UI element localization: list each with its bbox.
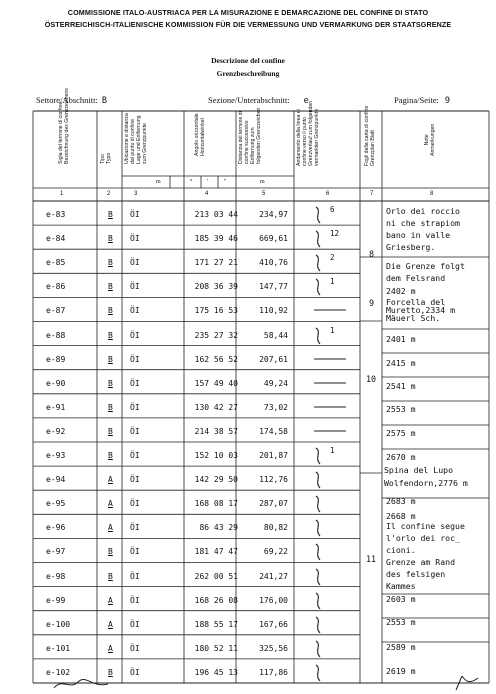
marker-type: A: [108, 643, 113, 653]
line-course-symbol: [312, 640, 326, 660]
commission-title-italian: COMMISSIONE ITALO-AUSTRIACA PER LA MISURAZIONE E DEMARCAZIONE DEL CONFINE DI STATO: [67, 8, 429, 17]
map-sheet-8: 8: [369, 249, 375, 259]
marker-id: e-89: [46, 354, 66, 364]
line-course-symbol: [312, 543, 326, 563]
note-line: cioni.: [386, 545, 416, 555]
line-course-number: 1: [330, 325, 335, 335]
line-course-number: 12: [330, 229, 340, 239]
col-num-6: 6: [326, 191, 330, 197]
marker-id: e-88: [46, 330, 66, 340]
marker-angle: 180 52 11: [194, 643, 238, 653]
col-num-2: 2: [107, 191, 111, 197]
note-line: 2619 m: [386, 666, 416, 676]
marker-distance: 69,22: [263, 547, 288, 557]
note-line: Spina del Lupo: [384, 465, 454, 475]
col-header-andamento: Andamento della linea di confine verso il punto Grenzverlauf zum folgenden vermarkten Grenzpunkte: [296, 100, 320, 166]
line-course-symbol: [312, 327, 326, 347]
note-line: 2575 m: [386, 428, 416, 438]
marker-type: B: [108, 330, 113, 340]
line-course-symbol: [312, 423, 348, 439]
note-line: Die Grenze folgt: [386, 261, 465, 271]
marker-id: e-85: [46, 258, 66, 268]
marker-distance: 410,76: [259, 258, 288, 268]
marker-angle: 213 03 44: [194, 210, 238, 219]
marker-type: B: [108, 234, 113, 244]
marker-id: e-96: [46, 523, 66, 533]
marker-angle: 162 56 52: [194, 354, 238, 364]
col-num-7: 7: [370, 191, 374, 197]
col-header-distanza: Distanza del termine di confine successivo Entfernung zum folgenden Grenzzeichen: [238, 107, 262, 164]
map-sheet-10: 10: [366, 374, 377, 384]
marker-angle: 142 29 50: [194, 475, 238, 485]
map-sheet-9: 9: [369, 298, 375, 308]
marker-id: e-87: [46, 306, 66, 316]
marker-id: e-90: [46, 378, 66, 388]
marker-distance: 207,61: [259, 354, 288, 364]
line-course-symbol: [312, 592, 326, 612]
marker-location: ÖI: [130, 402, 140, 412]
marker-angle: 175 16 53: [194, 306, 238, 316]
marker-location: ÖI: [130, 210, 140, 219]
line-course-symbol: [312, 351, 348, 367]
marker-angle: 152 10 03: [194, 451, 238, 460]
line-course-symbol: [312, 278, 326, 298]
marker-distance: 49,24: [263, 378, 288, 388]
marker-location: ÖI: [130, 547, 140, 557]
marker-location: ÖI: [130, 234, 140, 244]
line-course-symbol: [312, 302, 348, 318]
marker-angle: 181 47 47: [194, 547, 238, 557]
note-line: 2541 m: [386, 381, 416, 391]
note-line: Griesberg.: [386, 242, 436, 252]
marker-distance: 174,58: [259, 426, 288, 436]
marker-id: e-100: [46, 619, 71, 629]
col-num-1: 1: [60, 191, 64, 197]
marker-type: A: [108, 595, 113, 605]
marker-angle: 214 38 57: [194, 426, 238, 436]
marker-type: A: [108, 619, 113, 629]
marker-location: ÖI: [130, 258, 140, 268]
line-course-symbol: [312, 375, 348, 391]
marker-location: ÖI: [130, 378, 140, 388]
signature-right: [452, 674, 482, 692]
note-line: bano in valle: [386, 230, 451, 240]
marker-id: e-98: [46, 571, 66, 581]
note-line: 2589 m: [386, 642, 416, 652]
marker-type: B: [108, 451, 113, 460]
marker-id: e-84: [46, 234, 66, 244]
marker-location: ÖI: [130, 282, 140, 292]
marker-type: A: [108, 475, 113, 485]
note-line: dem Felsrand: [386, 273, 446, 283]
marker-type: B: [108, 571, 113, 581]
col-num-8: 8: [430, 191, 434, 197]
marker-angle: 130 42 27: [194, 402, 238, 412]
note-line: Kammes: [386, 581, 416, 591]
note-line: Muretto,2334 m: [386, 305, 456, 315]
marker-location: ÖI: [130, 595, 140, 605]
marker-distance: 167,66: [259, 619, 288, 629]
marker-distance: 80,82: [263, 523, 288, 533]
signature-left: [52, 676, 112, 692]
marker-id: e-92: [46, 426, 66, 436]
line-course-symbol: [312, 254, 326, 274]
marker-location: ÖI: [130, 523, 140, 533]
line-course-symbol: [312, 616, 326, 636]
marker-angle: 157 49 40: [194, 378, 238, 388]
note-line: Wolfendorn,2776 m: [384, 478, 468, 488]
marker-id: e-93: [46, 451, 66, 460]
marker-id: e-101: [46, 643, 71, 653]
marker-type: B: [108, 306, 113, 316]
note-line: Grenze am Rand: [386, 557, 456, 567]
marker-location: ÖI: [130, 571, 140, 581]
sector-value: B: [101, 96, 107, 106]
unit-m-col3: m: [156, 179, 161, 185]
note-line: 2670 m: [386, 452, 416, 462]
line-course-symbol: [312, 471, 326, 491]
note-line: Orlo dei roccio: [386, 206, 460, 216]
marker-angle: 196 45 13: [194, 667, 238, 677]
line-course-symbol: [312, 399, 348, 415]
note-line: Il confine segue: [386, 521, 465, 531]
marker-angle: 171 27 21: [194, 258, 238, 268]
marker-type: B: [108, 354, 113, 364]
marker-distance: 58,44: [263, 330, 288, 340]
line-course-number: 1: [330, 446, 335, 455]
marker-id: e-83: [46, 210, 66, 219]
line-course-number: 1: [330, 277, 335, 287]
unit-min: ': [207, 179, 209, 185]
line-course-symbol: [312, 230, 326, 250]
col-header-fogli: Fogli della carta di confine Grenzplan Blatt: [364, 105, 376, 166]
marker-id: e-86: [46, 282, 66, 292]
line-course-symbol: [312, 495, 326, 515]
page-value: 9: [444, 96, 450, 106]
col-header-tipo: Tipo Typo: [100, 152, 112, 164]
marker-location: ÖI: [130, 619, 140, 629]
marker-distance: 669,61: [259, 234, 288, 244]
marker-location: ÖI: [130, 330, 140, 340]
marker-type: A: [108, 499, 113, 509]
marker-type: A: [108, 523, 113, 533]
note-line: Forcella del: [386, 297, 446, 307]
line-course-number: 2: [330, 253, 335, 263]
marker-type: B: [108, 426, 113, 436]
marker-location: ÖI: [130, 667, 140, 677]
marker-id: e-94: [46, 475, 66, 485]
marker-distance: 287,07: [259, 499, 288, 509]
note-line: Mäuerl Sch.: [386, 313, 441, 323]
col-num-3: 3: [134, 191, 138, 197]
marker-distance: 176,00: [259, 595, 288, 605]
note-line: 2553 m: [386, 617, 416, 627]
marker-type: B: [108, 547, 113, 557]
sector-label: Settore/Abschnitt:: [36, 95, 98, 105]
note-line: ni che strapiom: [386, 218, 460, 228]
marker-location: ÖI: [130, 306, 140, 316]
note-line: 2401 m: [386, 334, 416, 344]
col-header-angolo: Angolo orizzontale Horizontalwinkel: [194, 113, 206, 156]
marker-distance: 73,02: [263, 402, 288, 412]
marker-type: B: [108, 402, 113, 412]
unit-sec: '': [224, 179, 227, 185]
marker-distance: 234,97: [259, 210, 288, 219]
marker-type: B: [108, 667, 113, 677]
marker-angle: 86 43 29: [199, 523, 238, 533]
marker-angle: 168 08 17: [194, 499, 238, 509]
section-label: Sezione/Unterabschnitt:: [208, 95, 290, 105]
col-header-termine: Sigla del termine di confine Bezeichnung des Grenzzeichens: [58, 88, 70, 164]
marker-id: e-97: [46, 547, 66, 557]
col-header-ubicazione: Ubicazione e distanza dal punto di confine Lage und Entfernung zum Grenzpunkte: [124, 113, 148, 164]
col-header-note: Note Anmerkungen: [424, 123, 436, 156]
commission-title-german: ÖSTERREICHISCH-ITALIENISCHE KOMMISSION FÜR DIE VERMESSUNG UND VERMARKUNG DER STAATSGRENZE: [44, 20, 452, 29]
marker-type: B: [108, 210, 113, 219]
note-line: l'orlo dei roc_: [386, 533, 460, 543]
marker-id: e-91: [46, 402, 66, 412]
page-label: Pagina/Seite:: [394, 95, 439, 105]
marker-angle: 208 36 39: [194, 282, 238, 292]
marker-location: ÖI: [130, 354, 140, 364]
marker-distance: 112,76: [259, 475, 288, 485]
marker-angle: 168 26 08: [194, 595, 238, 605]
unit-deg: °: [190, 179, 193, 185]
marker-location: ÖI: [130, 451, 140, 460]
document-title-italian: Descrizione del confine: [211, 56, 285, 65]
col-num-4: 4: [205, 191, 209, 197]
col-num-5: 5: [262, 191, 266, 197]
note-line: des felsigen: [386, 569, 446, 579]
note-line: 2683 m: [386, 496, 416, 506]
marker-distance: 325,56: [259, 643, 288, 653]
line-course-symbol: [312, 568, 326, 588]
note-line: 2668 m: [386, 511, 416, 521]
unit-m-col5: m: [260, 179, 265, 185]
marker-location: ÖI: [130, 643, 140, 653]
note-line: 2553 m: [386, 404, 416, 414]
line-course-symbol: [312, 519, 326, 539]
line-course-symbol: [312, 206, 326, 226]
marker-distance: 241,27: [259, 571, 288, 581]
line-course-number: 6: [330, 205, 335, 214]
marker-type: B: [108, 378, 113, 388]
marker-distance: 147,77: [259, 282, 288, 292]
marker-angle: 188 55 17: [194, 619, 238, 629]
note-line: 2603 m: [386, 594, 416, 604]
marker-distance: 201,87: [259, 451, 288, 460]
note-line: 2415 m: [386, 358, 416, 368]
document-title-german: Grenzbeschreibung: [216, 69, 280, 78]
marker-distance: 110,92: [259, 306, 288, 316]
line-course-symbol: [312, 664, 326, 684]
marker-distance: 117,86: [259, 667, 288, 677]
marker-id: e-102: [46, 667, 71, 677]
marker-id: e-99: [46, 595, 66, 605]
marker-location: ÖI: [130, 499, 140, 509]
marker-angle: 235 27 32: [194, 330, 238, 340]
marker-type: B: [108, 258, 113, 268]
note-line: 2402 m: [386, 286, 416, 296]
marker-angle: 185 39 46: [194, 234, 238, 244]
line-course-symbol: [312, 447, 326, 467]
marker-location: ÖI: [130, 475, 140, 485]
map-sheet-11: 11: [366, 554, 377, 564]
marker-type: B: [108, 282, 113, 292]
marker-angle: 262 00 51: [194, 571, 238, 581]
marker-location: ÖI: [130, 426, 140, 436]
marker-id: e-95: [46, 499, 66, 509]
section-value: e: [303, 96, 309, 106]
